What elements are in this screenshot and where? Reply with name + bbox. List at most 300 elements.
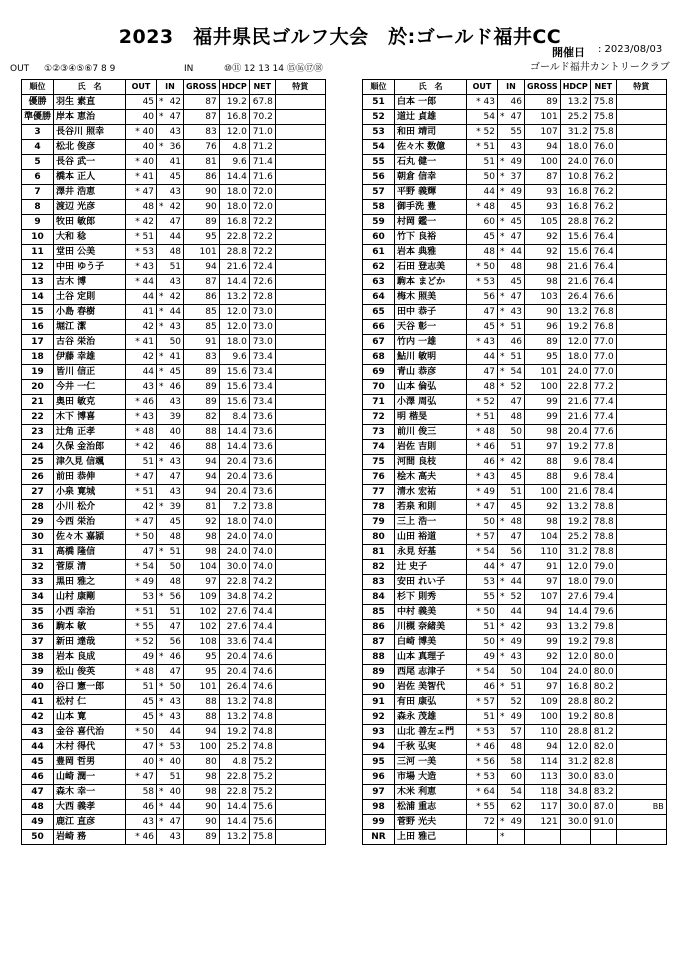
special-cell <box>616 455 666 470</box>
name-cell: 三河 一美 <box>395 755 467 770</box>
name-cell: 辻 史子 <box>395 560 467 575</box>
special-cell <box>275 110 325 125</box>
table-row <box>363 710 667 725</box>
name-cell: 小川 松介 <box>54 500 126 515</box>
in-value: 43 <box>169 127 182 137</box>
hdcp-cell: 21.6 <box>560 260 590 275</box>
page-title: 2023 福井県民ゴルフ大会 於:ゴールド福井CC <box>118 26 562 48</box>
net-cell: 83.2 <box>590 785 616 800</box>
out-cell: * 48 <box>467 200 498 215</box>
in-cell <box>157 785 184 800</box>
net-cell: 73.4 <box>249 365 275 380</box>
table-row <box>22 365 326 380</box>
hdcp-cell: 12.0 <box>560 560 590 575</box>
in-cell <box>498 680 525 695</box>
rank-cell: 94 <box>363 740 395 755</box>
col-name: 氏 名 <box>54 80 126 95</box>
rank-cell: 36 <box>22 620 54 635</box>
out-cell: * 47 <box>126 470 157 485</box>
net-cell: 74.8 <box>249 710 275 725</box>
gross-cell: 104 <box>184 560 220 575</box>
in-value: 36 <box>169 142 182 152</box>
table-row <box>363 110 667 125</box>
out-cell: * 43 <box>126 260 157 275</box>
net-cell: 79.0 <box>590 560 616 575</box>
name-cell: 山北 善左ェ門 <box>395 725 467 740</box>
in-start-marker: * <box>500 562 505 572</box>
out-cell: * 46 <box>126 830 157 845</box>
name-cell: 佐々木 数億 <box>395 140 467 155</box>
table-row <box>22 245 326 260</box>
in-start-marker: * <box>159 817 164 827</box>
hdcp-cell <box>560 830 590 845</box>
out-cell: 51 <box>467 710 498 725</box>
special-cell <box>275 230 325 245</box>
name-cell: 長谷川 照幸 <box>54 125 126 140</box>
special-cell <box>616 755 666 770</box>
special-cell <box>275 125 325 140</box>
table-row <box>22 785 326 800</box>
rank-cell: 52 <box>363 110 395 125</box>
gross-cell: 87 <box>184 95 220 110</box>
in-value: 44 <box>510 607 522 617</box>
table-row <box>363 200 667 215</box>
in-start-marker: * <box>500 232 505 242</box>
out-cell: * 54 <box>126 560 157 575</box>
gross-cell: 92 <box>184 515 220 530</box>
table-row <box>363 125 667 140</box>
hdcp-cell: 15.6 <box>219 395 249 410</box>
in-holes: ⑩⑪ 12 13 14 ⑮⑯⑰⑱ <box>224 64 323 74</box>
out-cell: * 55 <box>467 800 498 815</box>
col-rank: 順位 <box>363 80 395 95</box>
hdcp-cell: 19.2 <box>560 635 590 650</box>
gross-cell: 93 <box>525 200 561 215</box>
rank-cell: 20 <box>22 380 54 395</box>
out-cell: * 47 <box>126 770 157 785</box>
in-value: 47 <box>510 232 522 242</box>
out-cell: * 43 <box>467 95 498 110</box>
out-cell: * 41 <box>126 335 157 350</box>
out-cell: 56 <box>467 290 498 305</box>
in-value: 45 <box>510 472 522 482</box>
in-value: 41 <box>169 352 182 362</box>
out-cell: 46 <box>467 680 498 695</box>
net-cell: 74.8 <box>249 695 275 710</box>
in-value: 37 <box>510 172 522 182</box>
rank-cell: 70 <box>363 380 395 395</box>
out-cell: 44 <box>126 290 157 305</box>
gross-cell: 94 <box>184 455 220 470</box>
hdcp-cell: 15.6 <box>560 245 590 260</box>
hdcp-cell: 9.6 <box>219 350 249 365</box>
gross-cell: 89 <box>184 830 220 845</box>
gross-cell: 101 <box>525 110 561 125</box>
out-cell: * 57 <box>467 695 498 710</box>
hdcp-cell: 19.2 <box>560 320 590 335</box>
gross-cell: 92 <box>525 245 561 260</box>
special-cell <box>275 380 325 395</box>
special-cell <box>616 395 666 410</box>
name-cell: 小西 幸治 <box>54 605 126 620</box>
name-cell: 竹内 一雄 <box>395 335 467 350</box>
table-row <box>363 305 667 320</box>
name-cell: 渡辺 光彦 <box>54 200 126 215</box>
name-cell: 松村 仁 <box>54 695 126 710</box>
in-value: 46 <box>169 442 182 452</box>
name-cell: 辻角 正孝 <box>54 425 126 440</box>
in-cell <box>498 440 525 455</box>
hdcp-cell: 27.6 <box>219 605 249 620</box>
hdcp-cell: 4.8 <box>219 755 249 770</box>
name-cell: 新田 達哉 <box>54 635 126 650</box>
gross-cell: 82 <box>184 410 220 425</box>
out-cell: * 50 <box>467 260 498 275</box>
special-cell <box>275 95 325 110</box>
in-cell <box>498 170 525 185</box>
rank-cell: 56 <box>363 170 395 185</box>
net-cell: 74.0 <box>249 545 275 560</box>
out-cell: 51 <box>467 620 498 635</box>
hdcp-cell: 20.4 <box>219 470 249 485</box>
out-cell: 53 <box>467 575 498 590</box>
gross-cell: 88 <box>525 470 561 485</box>
out-cell: * 49 <box>126 575 157 590</box>
gross-cell: 97 <box>525 440 561 455</box>
rank-cell: 28 <box>22 500 54 515</box>
net-cell: 91.0 <box>590 815 616 830</box>
name-cell: 羽生 素直 <box>54 95 126 110</box>
special-cell <box>275 335 325 350</box>
special-cell <box>616 200 666 215</box>
rank-cell: 16 <box>22 320 54 335</box>
in-cell <box>498 95 525 110</box>
in-value: 56 <box>510 547 522 557</box>
in-start-marker: * <box>159 757 164 767</box>
rank-cell: 11 <box>22 245 54 260</box>
gross-cell: 80 <box>184 755 220 770</box>
in-cell <box>157 275 184 290</box>
in-value: 46 <box>169 652 182 662</box>
in-value: 48 <box>169 577 182 587</box>
in-start-marker: * <box>500 352 505 362</box>
out-cell: * 49 <box>467 485 498 500</box>
gross-cell: 88 <box>184 710 220 725</box>
special-cell <box>616 650 666 665</box>
in-value: 47 <box>169 817 182 827</box>
in-value: 45 <box>510 277 522 287</box>
table-row <box>363 410 667 425</box>
in-value: 42 <box>169 292 182 302</box>
table-row <box>22 440 326 455</box>
gross-cell: 87 <box>184 275 220 290</box>
in-start-marker: * <box>159 652 164 662</box>
in-cell <box>157 185 184 200</box>
in-cell <box>498 155 525 170</box>
table-row <box>22 125 326 140</box>
gross-cell: 93 <box>525 185 561 200</box>
rank-cell: 35 <box>22 605 54 620</box>
in-value: 44 <box>169 307 182 317</box>
special-cell <box>275 245 325 260</box>
net-cell: 75.6 <box>249 815 275 830</box>
out-cell: * 51 <box>126 230 157 245</box>
in-value: 42 <box>510 622 522 632</box>
out-cell: * 42 <box>126 440 157 455</box>
col-hdcp: HDCP <box>219 80 249 95</box>
in-cell <box>498 110 525 125</box>
name-cell: 小島 春樹 <box>54 305 126 320</box>
rank-cell: 96 <box>363 770 395 785</box>
hdcp-cell: 19.2 <box>560 710 590 725</box>
out-cell: 72 <box>467 815 498 830</box>
special-cell <box>616 305 666 320</box>
gross-cell <box>525 830 561 845</box>
special-cell <box>275 485 325 500</box>
net-cell: 72.0 <box>249 200 275 215</box>
gross-cell: 91 <box>525 560 561 575</box>
table-row <box>363 365 667 380</box>
in-value: 43 <box>169 487 182 497</box>
in-value: 50 <box>169 562 182 572</box>
gross-cell: 100 <box>525 380 561 395</box>
gross-cell: 99 <box>525 410 561 425</box>
gross-cell: 103 <box>525 290 561 305</box>
in-value: 52 <box>510 697 522 707</box>
net-cell: 76.2 <box>590 185 616 200</box>
table-row <box>363 665 667 680</box>
out-cell: 40 <box>126 755 157 770</box>
table-row <box>363 395 667 410</box>
in-cell <box>157 680 184 695</box>
in-start-marker: * <box>159 712 164 722</box>
in-cell <box>157 125 184 140</box>
in-value: 46 <box>510 97 522 107</box>
table-row <box>363 455 667 470</box>
out-holes: ①②③④⑤⑥7 8 9 <box>44 64 116 74</box>
name-cell: 清水 宏祐 <box>395 485 467 500</box>
rank-cell: 78 <box>363 500 395 515</box>
table-row <box>363 815 667 830</box>
net-cell: 79.8 <box>590 620 616 635</box>
in-cell <box>157 425 184 440</box>
gross-cell: 91 <box>184 335 220 350</box>
special-cell <box>616 335 666 350</box>
gross-cell: 90 <box>184 800 220 815</box>
in-cell <box>498 545 525 560</box>
in-start-marker: * <box>500 682 505 692</box>
rank-cell: 41 <box>22 695 54 710</box>
out-cell: 40 <box>126 140 157 155</box>
rank-cell: 55 <box>363 155 395 170</box>
in-cell <box>498 815 525 830</box>
hdcp-cell: 31.2 <box>560 125 590 140</box>
net-cell: 80.0 <box>590 650 616 665</box>
in-cell <box>157 800 184 815</box>
net-cell: 67.8 <box>249 95 275 110</box>
name-cell: 岩本 典雅 <box>395 245 467 260</box>
in-value: 47 <box>510 532 522 542</box>
net-cell: 74.4 <box>249 620 275 635</box>
net-cell: 70.2 <box>249 110 275 125</box>
special-cell <box>275 200 325 215</box>
rank-cell: 75 <box>363 455 395 470</box>
gross-cell: 85 <box>184 305 220 320</box>
special-cell <box>275 725 325 740</box>
in-start-marker: * <box>159 142 164 152</box>
rank-cell: 87 <box>363 635 395 650</box>
rank-cell: 27 <box>22 485 54 500</box>
out-cell <box>467 830 498 845</box>
name-cell: 大西 義孝 <box>54 800 126 815</box>
name-cell: 道辻 貞雄 <box>395 110 467 125</box>
gross-cell: 94 <box>184 485 220 500</box>
in-start-marker: * <box>500 592 505 602</box>
rank-cell: 22 <box>22 410 54 425</box>
table-row <box>363 230 667 245</box>
net-cell: 76.2 <box>590 215 616 230</box>
table-row <box>363 140 667 155</box>
hdcp-cell: 14.4 <box>219 170 249 185</box>
gross-cell: 100 <box>525 710 561 725</box>
special-cell <box>616 275 666 290</box>
in-start-marker: * <box>500 367 505 377</box>
in-cell <box>157 755 184 770</box>
out-cell: * 48 <box>126 665 157 680</box>
special-cell <box>275 590 325 605</box>
in-value: 51 <box>169 262 182 272</box>
special-cell <box>275 650 325 665</box>
special-cell <box>616 125 666 140</box>
special-cell <box>275 800 325 815</box>
out-cell: * 52 <box>467 125 498 140</box>
in-value: 48 <box>169 532 182 542</box>
net-cell: 72.2 <box>249 245 275 260</box>
in-value: 44 <box>510 577 522 587</box>
table-row <box>363 755 667 770</box>
net-cell: 76.4 <box>590 260 616 275</box>
rank-cell: 13 <box>22 275 54 290</box>
in-value: 54 <box>510 787 522 797</box>
special-cell <box>275 575 325 590</box>
name-cell: 永見 好基 <box>395 545 467 560</box>
net-cell: 78.8 <box>590 530 616 545</box>
net-cell: 72.6 <box>249 275 275 290</box>
net-cell: 73.0 <box>249 320 275 335</box>
net-cell: 72.2 <box>249 215 275 230</box>
in-start-marker: * <box>159 742 164 752</box>
in-value: 48 <box>510 742 522 752</box>
in-value: 43 <box>169 277 182 287</box>
in-value: 45 <box>169 367 182 377</box>
table-row <box>363 485 667 500</box>
in-cell <box>157 350 184 365</box>
in-start-marker: * <box>500 187 505 197</box>
hdcp-cell: 33.6 <box>219 635 249 650</box>
rank-cell: 58 <box>363 200 395 215</box>
hdcp-cell: 18.0 <box>560 350 590 365</box>
in-value: 49 <box>510 817 522 827</box>
rank-cell: 48 <box>22 800 54 815</box>
table-row <box>22 275 326 290</box>
rank-cell: 62 <box>363 260 395 275</box>
special-cell <box>616 350 666 365</box>
special-cell <box>275 320 325 335</box>
special-cell <box>616 575 666 590</box>
net-cell: 78.8 <box>590 500 616 515</box>
name-cell: 山本 寛 <box>54 710 126 725</box>
special-cell <box>616 110 666 125</box>
table-row <box>22 710 326 725</box>
hdcp-cell: 16.8 <box>219 215 249 230</box>
in-value: 44 <box>510 247 522 257</box>
rank-cell: 89 <box>363 665 395 680</box>
in-start-marker: * <box>159 802 164 812</box>
in-cell <box>498 560 525 575</box>
out-cell: 50 <box>467 170 498 185</box>
net-cell: 75.8 <box>590 110 616 125</box>
special-cell <box>616 770 666 785</box>
gross-cell: 90 <box>184 200 220 215</box>
in-value: 50 <box>169 337 182 347</box>
name-cell: 森永 茂雄 <box>395 710 467 725</box>
table-row <box>22 815 326 830</box>
hdcp-cell: 26.4 <box>560 290 590 305</box>
rank-cell: 83 <box>363 575 395 590</box>
special-cell <box>275 440 325 455</box>
rank-cell: 45 <box>22 755 54 770</box>
in-value: 47 <box>510 562 522 572</box>
gross-cell: 92 <box>525 230 561 245</box>
in-start-marker: * <box>500 382 505 392</box>
out-cell: * 53 <box>126 245 157 260</box>
table-row <box>22 320 326 335</box>
special-cell <box>275 680 325 695</box>
in-cell <box>157 545 184 560</box>
in-cell <box>498 350 525 365</box>
in-value: 49 <box>510 157 522 167</box>
in-cell <box>157 650 184 665</box>
in-cell <box>157 335 184 350</box>
in-cell <box>498 650 525 665</box>
out-cell: * 52 <box>126 635 157 650</box>
hdcp-cell: 13.2 <box>219 830 249 845</box>
in-value: 51 <box>510 322 522 332</box>
name-cell: 石丸 健一 <box>395 155 467 170</box>
name-cell: 皆川 信正 <box>54 365 126 380</box>
in-cell <box>498 245 525 260</box>
net-cell: 76.4 <box>590 275 616 290</box>
net-cell: 73.8 <box>249 500 275 515</box>
table-row <box>22 395 326 410</box>
hdcp-cell: 25.2 <box>219 740 249 755</box>
net-cell: 80.2 <box>590 680 616 695</box>
gross-cell: 94 <box>184 725 220 740</box>
out-cell: * 51 <box>126 485 157 500</box>
name-cell: 御手洗 豊 <box>395 200 467 215</box>
in-value: 42 <box>169 202 182 212</box>
rank-cell: 6 <box>22 170 54 185</box>
name-cell: 天谷 彰一 <box>395 320 467 335</box>
hdcp-cell: 16.8 <box>219 110 249 125</box>
in-cell <box>498 665 525 680</box>
special-cell <box>616 170 666 185</box>
out-cell: 43 <box>126 380 157 395</box>
in-cell <box>157 140 184 155</box>
in-start-marker: * <box>159 787 164 797</box>
in-value: 48 <box>169 247 182 257</box>
in-cell <box>157 470 184 485</box>
